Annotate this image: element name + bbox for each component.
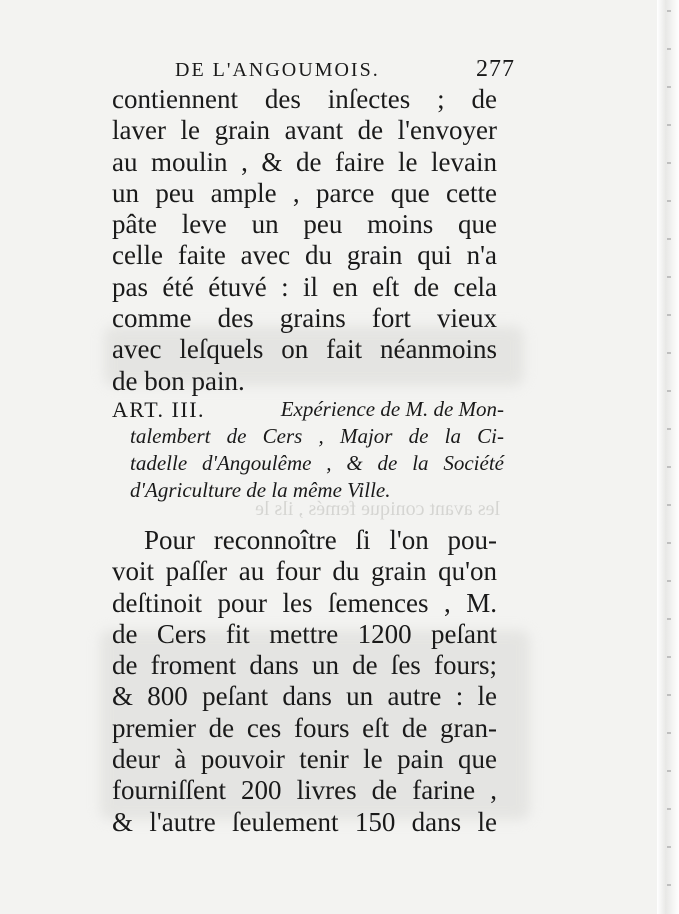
- scan-edge-marks: [667, 10, 671, 900]
- article-title: Expérience de M. de Mon-: [280, 397, 504, 421]
- article-title-line: d'Agriculture de la même Ville.: [130, 478, 391, 502]
- article-title-line: tadelle d'Angoulême , & de la Société: [130, 451, 504, 475]
- text-line: pâte leve un peu moins que: [112, 209, 497, 240]
- text-line: laver le grain avant de l'envoyer: [112, 115, 497, 146]
- text-line: deſtinoit pour les ſemences , M.: [112, 587, 497, 618]
- article-title-line: talembert de Cers , Major de la Ci-: [130, 424, 504, 448]
- text-line: avec leſquels on fait néanmoins: [112, 334, 497, 365]
- text-line: & l'autre ſeulement 150 dans le: [112, 806, 497, 837]
- bleed-through-text: les avant conique femés , ils le: [255, 498, 500, 520]
- text-line: premier de ces fours eſt de gran-: [112, 712, 497, 743]
- text-line: de froment dans un de ſes fours;: [112, 650, 497, 681]
- page-gutter-shadow: [657, 0, 679, 914]
- running-head-title: DE L'ANGOUMOIS.: [175, 59, 380, 81]
- text-line: voit paſſer au four du grain qu'on: [112, 556, 497, 587]
- text-line: fourniſſent 200 livres de farine ,: [112, 775, 497, 806]
- page-number: 277: [476, 56, 515, 82]
- article-label: ART. III.: [112, 397, 206, 422]
- text-line: de bon pain.: [112, 365, 245, 396]
- text-line: pas été étuvé : il en eſt de cela: [112, 271, 497, 302]
- text-line: un peu ample , parce que cette: [112, 177, 497, 208]
- text-line: celle faite avec du grain qui n'a: [112, 240, 497, 271]
- running-head: [175, 56, 515, 86]
- text-line: comme des grains fort vieux: [112, 303, 497, 334]
- text-line: & 800 peſant dans un autre : le: [112, 681, 497, 712]
- paragraph-1: [112, 84, 497, 397]
- text-line: Pour reconnoître ſi l'on pou-: [144, 525, 497, 555]
- article-heading: [112, 396, 504, 504]
- paragraph-2: [112, 525, 497, 838]
- text-line: de Cers fit mettre 1200 peſant: [112, 618, 497, 649]
- article-heading-first-line: [112, 396, 504, 423]
- text-line: deur à pouvoir tenir le pain que: [112, 744, 497, 775]
- text-line: au moulin , & de faire le levain: [112, 146, 497, 177]
- text-line: contiennent des inſectes ; de: [112, 84, 497, 114]
